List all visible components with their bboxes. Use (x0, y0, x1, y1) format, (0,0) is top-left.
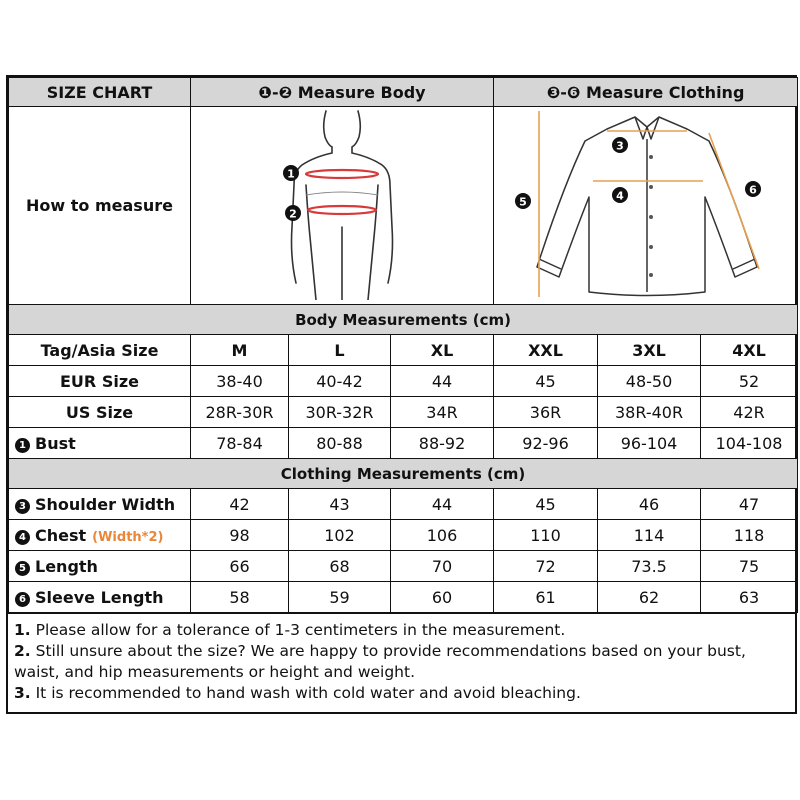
table-cell: 52 (701, 366, 798, 397)
body-marker-1: 1 (287, 167, 295, 181)
table-cell: 40-42 (289, 366, 391, 397)
table-cell: 63 (701, 582, 798, 613)
clothing-section-title: Clothing Measurements (cm) (9, 459, 798, 489)
table-cell: 102 (289, 520, 391, 551)
note-item (14, 620, 789, 641)
illustration-row (9, 107, 798, 305)
table-cell: 114 (598, 520, 701, 551)
size-header: 3XL (598, 335, 701, 366)
marker-badge: 4 (15, 530, 30, 545)
marker-badge: 5 (15, 561, 30, 576)
clothing-marker-3: 3 (615, 139, 624, 153)
note-text: It is recommended to hand wash with cold water and avoid bleaching. (30, 684, 581, 702)
table-cell: 45 (494, 489, 598, 520)
table-row (9, 397, 798, 428)
size-header: XL (391, 335, 494, 366)
table-cell: 59 (289, 582, 391, 613)
size-header: M (191, 335, 289, 366)
table-cell: 72 (494, 551, 598, 582)
clothing-measure-lines (539, 111, 759, 297)
table-cell: 28R-30R (191, 397, 289, 428)
table-cell: 70 (391, 551, 494, 582)
body-markers (283, 165, 301, 221)
size-row (9, 335, 798, 366)
size-header: L (289, 335, 391, 366)
body-section-header (9, 305, 798, 335)
table-cell: 104-108 (701, 428, 798, 459)
notes-section (8, 613, 795, 712)
table-cell: 48-50 (598, 366, 701, 397)
size-row-label: Tag/Asia Size (9, 335, 191, 366)
clothing-section-header (9, 459, 798, 489)
how-to-measure-label: How to measure (9, 107, 191, 305)
body-marker-2: 2 (289, 207, 297, 221)
chest-note: (Width*2) (92, 529, 164, 545)
table-cell: 38-40 (191, 366, 289, 397)
table-cell: 42 (191, 489, 289, 520)
table-cell: 43 (289, 489, 391, 520)
table-cell: 45 (494, 366, 598, 397)
body-illustration-cell (191, 107, 494, 305)
table-cell: 88-92 (391, 428, 494, 459)
shirt-illustration (495, 107, 797, 300)
size-chart (6, 75, 797, 714)
measure-body-title: ❶-❷ Measure Body (191, 78, 494, 107)
row-label: EUR Size (9, 366, 191, 397)
size-header: 4XL (701, 335, 798, 366)
table-row (9, 489, 798, 520)
measure-clothing-title: ❸-❻ Measure Clothing (494, 78, 798, 107)
row-label (9, 520, 191, 551)
table-cell: 30R-32R (289, 397, 391, 428)
row-label-text: Chest (35, 525, 87, 545)
table-cell: 36R (494, 397, 598, 428)
table-cell: 60 (391, 582, 494, 613)
table-cell: 96-104 (598, 428, 701, 459)
body-figure-illustration (194, 107, 490, 300)
marker-badge: 3 (15, 499, 30, 514)
row-label (9, 582, 191, 613)
table-cell: 38R-40R (598, 397, 701, 428)
table-cell: 66 (191, 551, 289, 582)
table-cell: 34R (391, 397, 494, 428)
row-label (9, 551, 191, 582)
table-cell: 44 (391, 489, 494, 520)
header-row (9, 78, 798, 107)
size-header: XXL (494, 335, 598, 366)
row-label-text: Bust (35, 433, 76, 453)
table-cell: 47 (701, 489, 798, 520)
note-number: 2. (14, 642, 31, 660)
clothing-marker-4: 4 (615, 189, 624, 203)
table-row (9, 366, 798, 397)
table-cell: 75 (701, 551, 798, 582)
row-label (9, 489, 191, 520)
table-cell: 73.5 (598, 551, 701, 582)
table-row (9, 582, 798, 613)
table-cell: 44 (391, 366, 494, 397)
table-cell: 62 (598, 582, 701, 613)
table-row (9, 428, 798, 459)
row-label-text: Length (35, 556, 98, 576)
clothing-marker-5: 5 (518, 195, 527, 209)
marker-badge: 6 (15, 592, 30, 607)
note-item (14, 683, 789, 704)
table-cell: 42R (701, 397, 798, 428)
row-label-text: Shoulder Width (35, 494, 176, 514)
table-cell: 78-84 (191, 428, 289, 459)
table-cell: 68 (289, 551, 391, 582)
body-section-title: Body Measurements (cm) (9, 305, 798, 335)
clothing-marker-6: 6 (748, 183, 757, 197)
note-number: 3. (14, 684, 31, 702)
row-label-text: Sleeve Length (35, 587, 164, 607)
table-cell: 98 (191, 520, 289, 551)
row-label: US Size (9, 397, 191, 428)
row-label (9, 428, 191, 459)
table-cell: 46 (598, 489, 701, 520)
table-cell: 80-88 (289, 428, 391, 459)
table-cell: 118 (701, 520, 798, 551)
table-cell: 110 (494, 520, 598, 551)
note-text: Still unsure about the size? We are happy to provide recommendations based on your bust, waist, and hip measurements or height and weight. (14, 642, 746, 681)
table-cell: 106 (391, 520, 494, 551)
table-cell: 92-96 (494, 428, 598, 459)
table-cell: 58 (191, 582, 289, 613)
note-item (14, 641, 789, 683)
note-text: Please allow for a tolerance of 1-3 centimeters in the measurement. (30, 621, 566, 639)
size-chart-title: SIZE CHART (9, 78, 191, 107)
table-row (9, 520, 798, 551)
table-cell: 61 (494, 582, 598, 613)
marker-badge: 1 (15, 438, 30, 453)
size-table (8, 77, 798, 613)
table-row (9, 551, 798, 582)
note-number: 1. (14, 621, 31, 639)
clothing-illustration-cell (494, 107, 798, 305)
shirt-buttons (649, 155, 653, 277)
